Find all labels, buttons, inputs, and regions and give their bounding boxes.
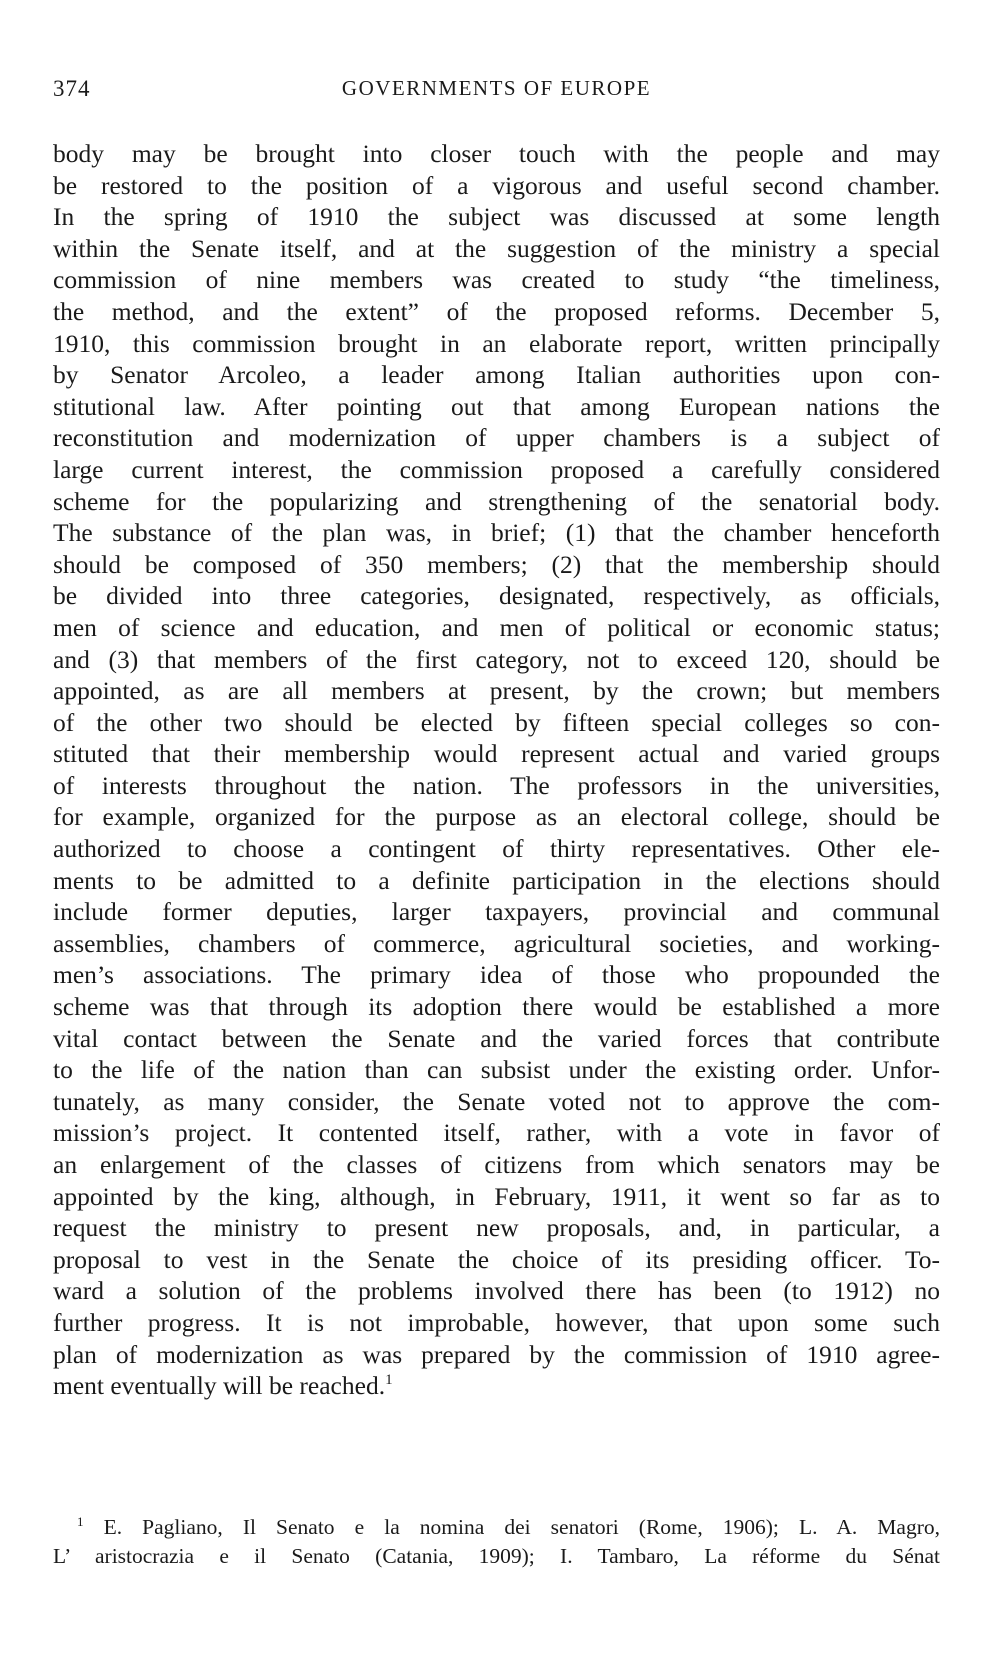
footnote-line: L’ aristocrazia e il Senato (Catania, 1909); I. Tambaro, La réforme du Sénat: [53, 1544, 940, 1568]
page-number: 374: [53, 76, 91, 101]
text-line: The substance of the plan was, in brief; (1) that the chamber henceforth: [53, 518, 940, 548]
text-line: vital contact between the Senate and the varied forces that contribute: [53, 1023, 940, 1053]
footnote-mark: 1: [77, 1514, 84, 1529]
text-line: include former deputies, larger taxpayers, provincial and communal: [53, 897, 940, 927]
text-line: In the spring of 1910 the subject was discussed at some length: [53, 202, 940, 232]
text-line: for example, organized for the purpose as an electoral college, should be: [53, 802, 940, 832]
text-line: authorized to choose a contingent of thirty representatives. Other ele-: [53, 834, 940, 864]
text-line: by Senator Arcoleo, a leader among Italian authorities upon con-: [53, 360, 940, 390]
text-line: request the ministry to present new proposals, and, in particular, a: [53, 1213, 940, 1243]
body-text: [53, 138, 940, 1402]
text-line: reconstitution and modernization of upper chambers is a subject of: [53, 423, 940, 453]
text-line: the method, and the extent” of the proposed reforms. December 5,: [53, 296, 940, 326]
text-line: large current interest, the commission proposed a carefully considered: [53, 454, 940, 484]
text-line: tunately, as many consider, the Senate voted not to approve the com-: [53, 1086, 940, 1116]
running-head: [53, 76, 940, 106]
text-line: an enlargement of the classes of citizens from which senators may be: [53, 1150, 940, 1179]
text-line: appointed, as are all members at present, by the crown; but members: [53, 676, 940, 706]
text-line: within the Senate itself, and at the suggestion of the ministry a special: [53, 233, 940, 263]
text-line: body may be brought into closer touch with the people and may: [53, 139, 940, 168]
text-line: commission of nine members was created to study “the timeliness,: [53, 265, 940, 295]
text-line: appointed by the king, although, in February, 1911, it went so far as to: [53, 1181, 940, 1211]
text-line: further progress. It is not improbable, however, that upon some such: [53, 1307, 940, 1337]
text-line: men of science and education, and men of political or economic status;: [53, 612, 940, 642]
text-line: be divided into three categories, designated, respectively, as officials,: [53, 581, 940, 611]
text-line: and (3) that members of the first category, not to exceed 120, should be: [53, 644, 940, 674]
text-line: ments to be admitted to a definite participation in the elections should: [53, 865, 940, 895]
text-line: be restored to the position of a vigorous and useful second chamber.: [53, 170, 940, 200]
footnote-text: E. Pagliano, Il Senato e la nomina dei senatori (Rome, 1906); L. A. Magro,: [103, 1515, 941, 1539]
text-line: ward a solution of the problems involved there has been (to 1912) no: [53, 1276, 940, 1306]
text-line: stitutional law. After pointing out that among European nations the: [53, 391, 940, 421]
footnote-line: [53, 1513, 940, 1542]
last-line-text: ment eventually will be reached.: [53, 1371, 386, 1401]
text-line: scheme was that through its adoption there would be established a more: [53, 992, 940, 1022]
running-title: GOVERNMENTS OF EUROPE: [341, 76, 652, 100]
text-line: should be composed of 350 members; (2) that the membership should: [53, 549, 940, 579]
footnotes: [53, 1513, 940, 1571]
text-line: 1910, this commission brought in an elaborate report, written principally: [53, 328, 940, 358]
text-line: assemblies, chambers of commerce, agricultural societies, and working-: [53, 928, 940, 958]
text-line: of the other two should be elected by fifteen special colleges so con-: [53, 707, 940, 737]
text-line: stituted that their membership would represent actual and varied groups: [53, 739, 940, 769]
footnote-reference[interactable]: 1: [385, 1372, 393, 1389]
text-line-last: [53, 1370, 940, 1402]
text-line: proposal to vest in the Senate the choice of its presiding officer. To-: [53, 1244, 940, 1274]
text-line: men’s associations. The primary idea of those who propounded the: [53, 960, 940, 990]
text-line: of interests throughout the nation. The professors in the universities,: [53, 770, 940, 800]
text-line: plan of modernization as was prepared by the commission of 1910 agree-: [53, 1339, 940, 1369]
text-line: to the life of the nation than can subsist under the existing order. Unfor-: [53, 1055, 940, 1085]
text-line: mission’s project. It contented itself, rather, with a vote in favor of: [53, 1118, 940, 1148]
text-line: scheme for the popularizing and strengthening of the senatorial body.: [53, 486, 940, 516]
